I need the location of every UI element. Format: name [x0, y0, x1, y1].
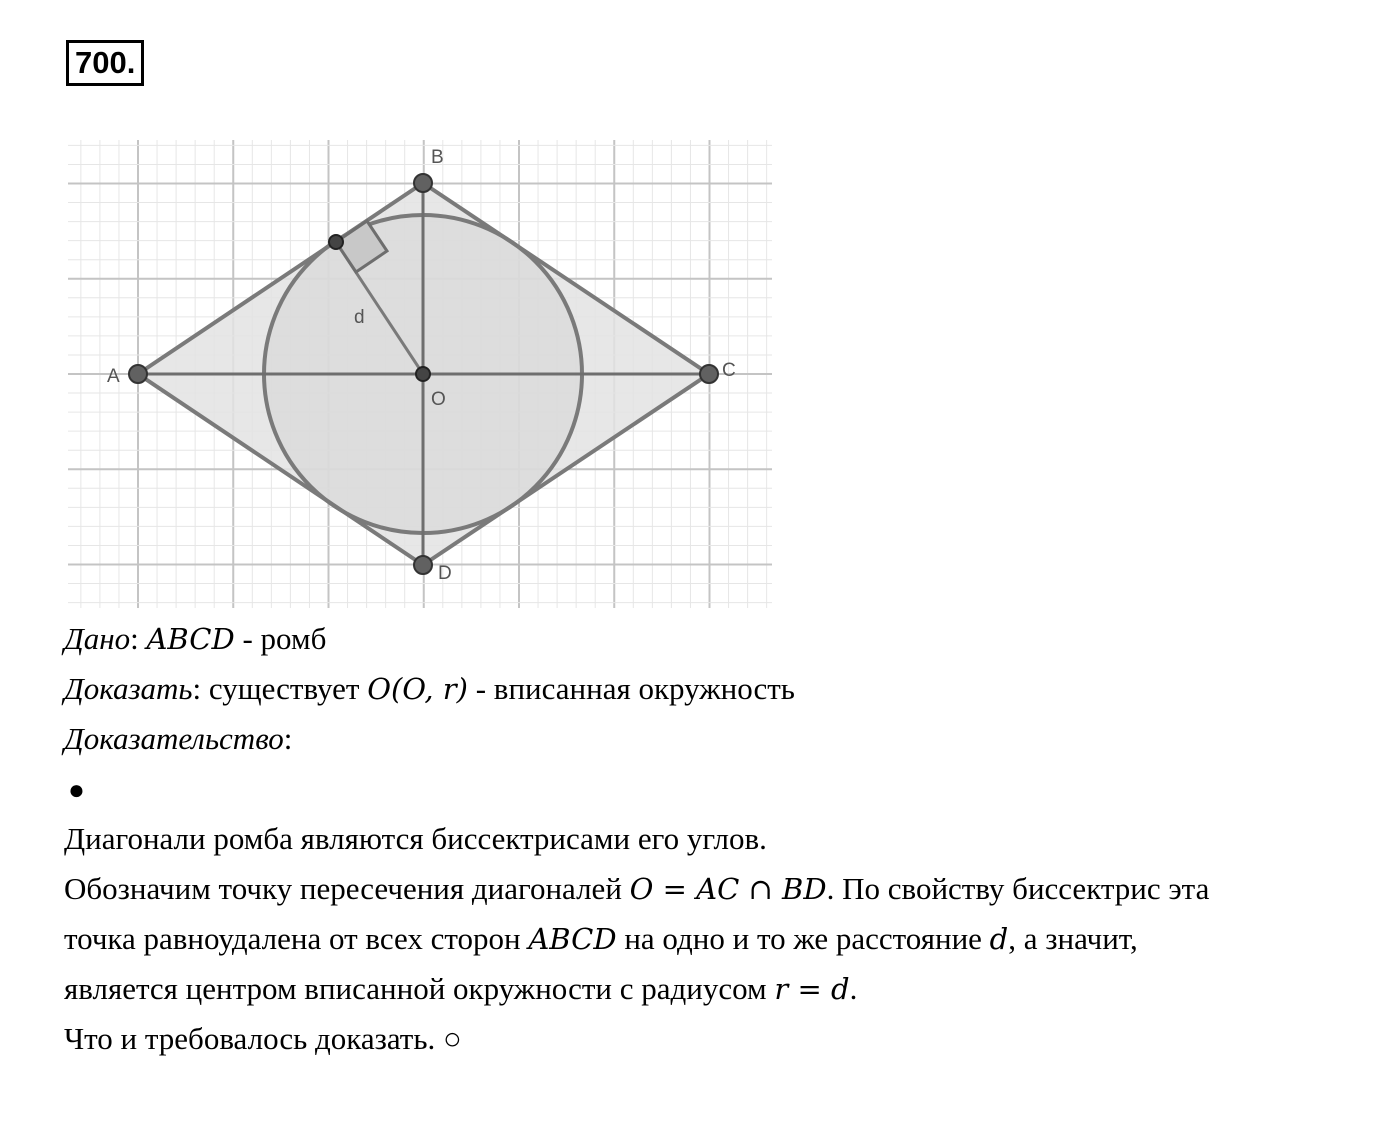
bullet-line — [64, 764, 1384, 814]
paragraph-4 — [64, 964, 1384, 1014]
p2-after: . По свойству биссектрис эта — [826, 871, 1210, 906]
paragraph-5: Что и требовалось доказать. ○ — [64, 1021, 462, 1056]
solution-text — [64, 614, 1384, 1064]
p3-before: точка равноудалена от всех сторон — [64, 921, 529, 956]
rhombus-figure — [0, 0, 800, 612]
prove-before: : существует — [192, 671, 368, 706]
point-c — [700, 365, 718, 383]
point-a — [129, 365, 147, 383]
proof-line — [64, 714, 1384, 764]
label-o: O — [431, 389, 446, 410]
prove-after: - вписанная окружность — [467, 671, 795, 706]
p4-after: . — [849, 971, 858, 1006]
p2-math: O = AC ∩ BD — [629, 872, 827, 906]
label-d: D — [438, 563, 452, 584]
point-o — [416, 367, 430, 381]
proof-colon: : — [283, 721, 293, 756]
paragraph-3 — [64, 914, 1384, 964]
bullet-icon: ● — [68, 775, 85, 806]
point-b — [414, 174, 432, 192]
point-d — [414, 556, 432, 574]
prove-line — [64, 664, 1384, 714]
p2-before: Обозначим точку пересечения диагоналей — [64, 871, 630, 906]
point-tangent — [329, 235, 343, 249]
label-c: C — [722, 360, 736, 381]
p3-after: , а значит, — [1008, 921, 1138, 956]
prove-label: Доказать — [64, 671, 193, 706]
p3-math2: d — [989, 922, 1009, 956]
given-rest: - ромб — [234, 621, 327, 656]
paragraph-2 — [64, 864, 1384, 914]
given-label: Дано — [64, 621, 131, 656]
p3-math: ABCD — [528, 922, 617, 956]
label-a: A — [107, 366, 120, 387]
p4-math: r = d — [774, 972, 850, 1006]
given-line: Дано: ABCD - ромб — [64, 621, 327, 656]
label-b: B — [431, 147, 444, 168]
p4-before: является центром вписанной окружности с радиусом — [64, 971, 775, 1006]
label-segment-d: d — [354, 307, 365, 328]
p3-mid: на одно и то же расстояние — [616, 921, 990, 956]
given-math: ABCD — [146, 622, 235, 656]
proof-label: Доказательство — [64, 721, 284, 756]
paragraph-1: Диагонали ромба являются биссектрисами его углов. — [64, 821, 767, 856]
prove-math: O(O, r) — [367, 672, 468, 706]
problem-number: 700. — [66, 40, 144, 86]
